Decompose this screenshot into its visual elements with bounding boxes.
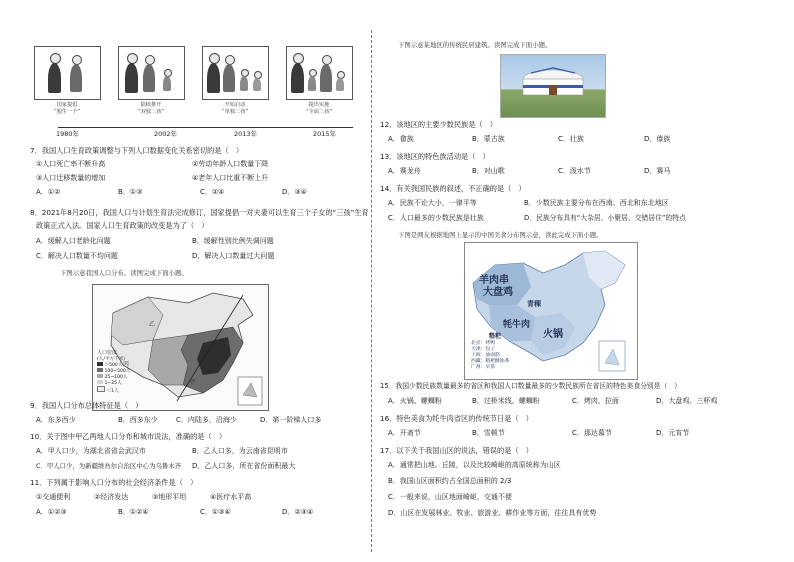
q7-answer-b[interactable]: B．①③ bbox=[118, 188, 143, 196]
food-legend-item-1: 北京：烤鸭 bbox=[471, 341, 495, 346]
food-legend-item-2: 天津：包子 bbox=[471, 347, 495, 352]
food-label-huoguo: 火锅 bbox=[543, 329, 563, 340]
q7-answer-c[interactable]: C．②④ bbox=[200, 188, 225, 196]
legend-item-2: 100~500人 bbox=[97, 368, 141, 374]
photo-intro: 下图示意某地区的传统民居建筑。读图完成下面小题。 bbox=[398, 41, 552, 49]
q13-answer-c[interactable]: C．泼水节 bbox=[558, 167, 591, 175]
q11-answer-c[interactable]: C．①③④ bbox=[200, 508, 231, 516]
map-letter-jia: 甲 bbox=[189, 379, 196, 386]
population-legend bbox=[97, 349, 141, 392]
question-8-stem-line2: 政策正式入法。国家人口生育政策的改变是为了（ ） bbox=[36, 221, 209, 230]
left-column bbox=[28, 40, 369, 555]
q11-condition-4: ④医疗水平高 bbox=[210, 493, 252, 501]
legend-item-1: ＞500人 bbox=[97, 362, 141, 368]
population-map-intro: 下图示意我国人口分布。读图完成下面小题。 bbox=[60, 269, 188, 277]
q9-answer-d[interactable]: D．第一阶梯人口多 bbox=[260, 416, 322, 424]
q7-statement-1: ①人口死亡率不断升高 bbox=[36, 160, 106, 168]
q10-answer-c[interactable]: C．甲人口少，为新疆维吾尔自治区中心为乌鲁木齐 bbox=[36, 462, 182, 470]
q15-answer-d[interactable]: D．大盘鸡、三杯鸡 bbox=[656, 397, 718, 405]
q14-answer-a[interactable]: A．民族不论大小，一律平等 bbox=[388, 199, 477, 207]
timeline-caption-3: 开始启动 “单独二孩” bbox=[221, 102, 249, 115]
question-7-stem: 7．我国人口生育政策调整与下列人口数据变化关系密切的是（ ） bbox=[30, 146, 244, 155]
q7-statement-4: ④老年人口比重不断上升 bbox=[192, 174, 269, 182]
timeline-year-4: 2015年 bbox=[313, 130, 337, 138]
q8-answer-a[interactable]: A．缓解人口老龄化问题 bbox=[36, 237, 111, 245]
question-11-stem: 11．下列属于影响人口分布的社会经济条件是（ ） bbox=[30, 478, 198, 487]
q17-answer-a[interactable]: A．通常把山地、丘陵，以及比较崎岖的高原统称为山区 bbox=[388, 461, 561, 469]
q17-answer-d[interactable]: D．山区在发展林业、牧业、旅游业、耕作业等方面，往往具有优势 bbox=[388, 509, 597, 517]
question-12-stem: 12．该地区的主要少数民族是（ ） bbox=[380, 120, 497, 129]
question-10-stem: 10．关于图中甲乙两地人口分布和城市说法，准确的是（ ） bbox=[30, 432, 227, 441]
timeline-caption-4: 提出实施 “全面二孩” bbox=[305, 102, 333, 115]
q7-statement-2: ②劳动年龄人口数量下降 bbox=[192, 160, 269, 168]
q17-answer-b[interactable]: B．我国山区面积约占全国总面积的 2/3 bbox=[388, 477, 512, 485]
food-legend bbox=[471, 341, 509, 371]
timeline-panel-2 bbox=[118, 46, 185, 100]
q11-condition-3: ③地形平坦 bbox=[152, 493, 187, 501]
q13-answer-d[interactable]: D．赛马 bbox=[644, 167, 671, 175]
q11-answer-b[interactable]: B．①②④ bbox=[118, 508, 149, 516]
column-divider bbox=[371, 30, 372, 552]
q16-answer-d[interactable]: D．元宵节 bbox=[656, 429, 690, 437]
q11-answer-a[interactable]: A．①②③ bbox=[36, 508, 67, 516]
q17-answer-c[interactable]: C．一般来说，山区地面崎岖，交通不便 bbox=[388, 493, 512, 501]
q12-answer-d[interactable]: D．傣族 bbox=[644, 135, 671, 143]
map-letter-bing: 丙 bbox=[123, 361, 130, 368]
q10-answer-a[interactable]: A．甲人口少，为湖北省省会武汉市 bbox=[36, 447, 146, 455]
right-column bbox=[376, 36, 766, 556]
q13-answer-b[interactable]: B．对山歌 bbox=[472, 167, 505, 175]
question-8-stem-line1: 8．2021年8月20日，我国人口与计划生育法完成修订，国家提倡一对夫妻可以生育三个子女的“三孩”生育 bbox=[30, 208, 369, 217]
timeline-year-1: 1980年 bbox=[56, 130, 80, 138]
question-13-stem: 13．该地区的特色族活动是（ ） bbox=[380, 152, 490, 161]
legend-item-5: ＜1人 bbox=[97, 386, 141, 392]
timeline-caption-2: 陆续推开 “双独二孩” bbox=[137, 102, 165, 115]
timeline-panel-1 bbox=[34, 46, 101, 100]
timeline-year-3: 2013年 bbox=[234, 130, 258, 138]
q9-answer-a[interactable]: A．东多西少 bbox=[36, 416, 76, 424]
q8-answer-d[interactable]: D．解决人口数量过大问题 bbox=[192, 252, 275, 260]
legend-item-3: 25~100人 bbox=[97, 374, 141, 380]
q10-answer-b[interactable]: B．乙人口多，为云南省昆明市 bbox=[192, 447, 288, 455]
q11-answer-d[interactable]: D．②③④ bbox=[282, 508, 314, 516]
food-distribution-map bbox=[464, 242, 638, 380]
q7-answer-d[interactable]: D．③④ bbox=[282, 188, 307, 196]
map-letter-yi: 乙 bbox=[149, 321, 156, 328]
food-label-zanba: 糌粑 bbox=[489, 333, 502, 340]
q7-answer-a[interactable]: A．①② bbox=[36, 188, 61, 196]
q11-condition-2: ②经济发达 bbox=[94, 493, 129, 501]
food-label-dapanji: 大盘鸡 bbox=[483, 287, 513, 298]
q8-answer-c[interactable]: C．解决人口数量不均问题 bbox=[36, 252, 118, 260]
q11-condition-1: ①交通便利 bbox=[36, 493, 71, 501]
q9-answer-b[interactable]: B．西多东少 bbox=[118, 416, 158, 424]
yurt-image bbox=[501, 55, 605, 117]
timeline-panel-4 bbox=[286, 46, 353, 100]
q16-answer-b[interactable]: B．雪顿节 bbox=[472, 429, 505, 437]
q14-answer-b[interactable]: B．少数民族主要分布在西南、西北和东北地区 bbox=[524, 199, 669, 207]
question-14-stem: 14．有关我国民族的叙述，不正确的是（ ） bbox=[380, 184, 526, 193]
q15-answer-a[interactable]: A．火锅、螺蛳粉 bbox=[388, 397, 442, 405]
food-legend-item-4: 西藏：糌粑酥油茶 bbox=[471, 359, 510, 364]
legend-item-4: 1~25人 bbox=[97, 380, 141, 386]
food-legend-item-3: 上海：油面筋 bbox=[471, 353, 500, 358]
timeline-axis bbox=[58, 127, 353, 128]
q15-answer-b[interactable]: B．过桥米线、螺蛳粉 bbox=[472, 397, 540, 405]
question-9-stem: 9．我国人口分布总体特征是（ ） bbox=[30, 401, 143, 410]
q14-answer-c[interactable]: C．人口最多的少数民族是壮族 bbox=[388, 214, 484, 222]
q14-answer-d[interactable]: D．民族分布具有“大杂居、小聚居、交错居住”的特点 bbox=[524, 214, 686, 222]
q13-answer-a[interactable]: A．赛龙舟 bbox=[388, 167, 421, 175]
question-16-stem: 16．特色美食为牦牛肉省区的传统节日是（ ） bbox=[380, 414, 533, 423]
timeline-panel-3 bbox=[202, 46, 269, 100]
q15-answer-c[interactable]: C．烤肉、拉面 bbox=[572, 397, 619, 405]
question-17-stem: 17．以下关于我国山区的说法，错误的是（ ） bbox=[380, 446, 533, 455]
food-label-maoniurou: 牦牛肉 bbox=[503, 320, 531, 330]
yurt-photo bbox=[500, 54, 606, 118]
q12-answer-a[interactable]: A．畲族 bbox=[388, 135, 414, 143]
q10-answer-d[interactable]: D．乙人口多，所在省份面积最大 bbox=[192, 462, 296, 470]
timeline-caption-1: 国家提倡 “独生一个” bbox=[53, 102, 81, 115]
q16-answer-c[interactable]: C．那达慕节 bbox=[572, 429, 612, 437]
question-15-stem: 15．我国少数民族数量最多的省区和我国人口数量最多的少数民族所在省区的特色美食分别是（ ） bbox=[380, 382, 681, 390]
q16-answer-a[interactable]: A．开斋节 bbox=[388, 429, 421, 437]
legend-title: 人口密度 bbox=[97, 350, 118, 356]
population-density-map bbox=[92, 284, 269, 411]
q12-answer-c[interactable]: C．壮族 bbox=[558, 135, 584, 143]
q12-answer-b[interactable]: B．蒙古族 bbox=[472, 135, 505, 143]
q9-answer-c[interactable]: C．内陆多，沿海少 bbox=[176, 416, 237, 424]
food-label-yangrouchuan: 羊肉串 bbox=[479, 275, 509, 286]
food-label-qingke: 青稞 bbox=[527, 300, 541, 308]
timeline-year-2: 2002年 bbox=[154, 130, 178, 138]
q7-statement-3: ③人口迁移数量的增加 bbox=[36, 174, 106, 182]
food-legend-item-5: 广州：早茶 bbox=[471, 365, 495, 370]
legend-unit: (人/平方千米) bbox=[97, 357, 126, 362]
food-map-intro: 下图是网友根据地图上显示的中国美食分布图示意，读此完成下面小题。 bbox=[398, 231, 603, 239]
q8-answer-b[interactable]: B．缓解性别比例失调问题 bbox=[192, 237, 274, 245]
